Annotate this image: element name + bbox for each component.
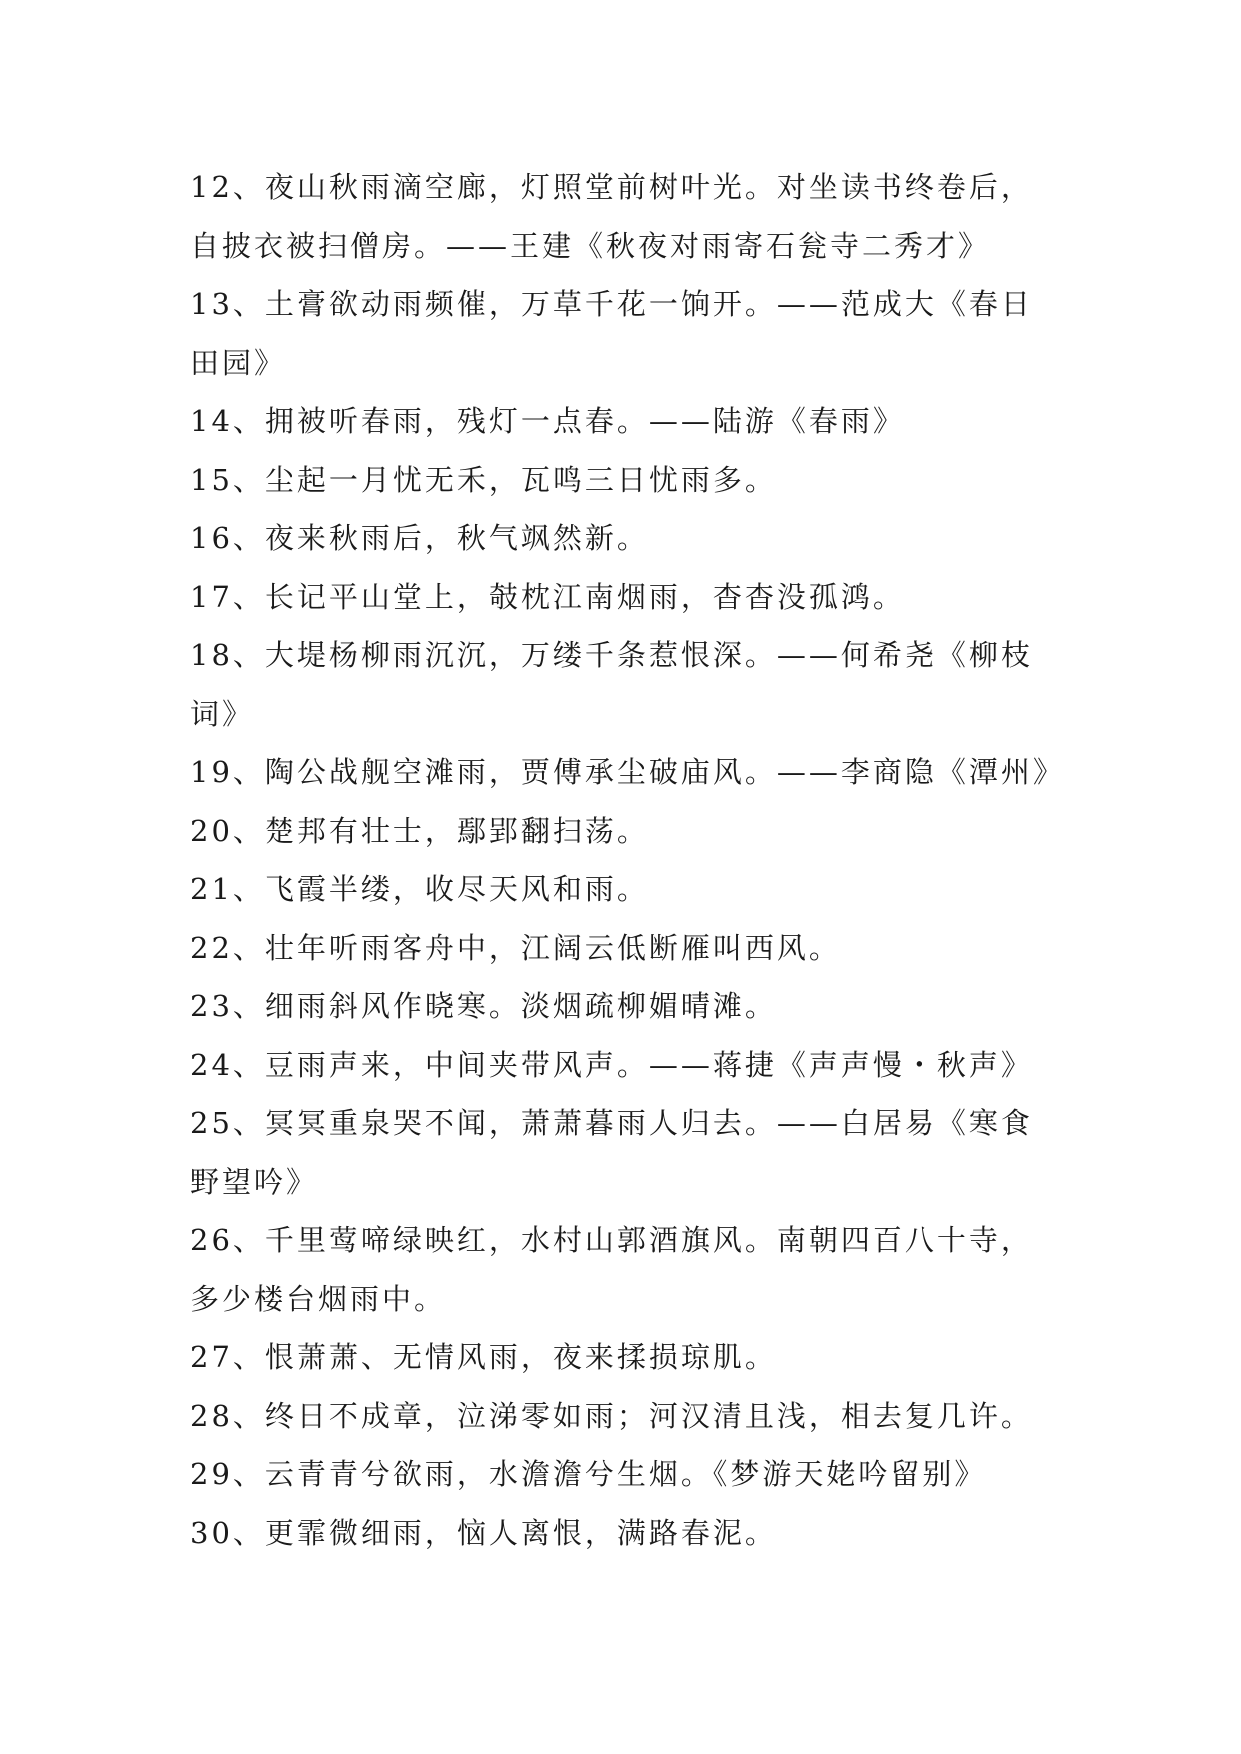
text-line: 18、大堤杨柳雨沉沉，万缕千条惹恨深。——何希尧《柳枝 <box>190 638 1033 672</box>
text-line: 25、冥冥重泉哭不闻，萧萧暮雨人归去。——白居易《寒食 <box>190 1106 1033 1140</box>
text-line: 23、细雨斜风作晓寒。淡烟疏柳媚晴滩。 <box>190 989 777 1023</box>
text-line: 26、千里莺啼绿映红，水村山郭酒旗风。南朝四百八十寺， <box>190 1223 1033 1257</box>
text-line: 28、终日不成章，泣涕零如雨；河汉清且浅，相去复几许。 <box>190 1398 1033 1433</box>
text-line: 16、夜来秋雨后，秋气飒然新。 <box>190 521 649 555</box>
text-line: 田园》 <box>190 345 287 380</box>
poem-list <box>190 158 1080 1562</box>
text-line: 29、云青青兮欲雨，水澹澹兮生烟。《梦游天姥吟留别》 <box>190 1457 987 1491</box>
text-line: 野望吟》 <box>190 1164 319 1199</box>
text-line: 24、豆雨声来，中间夹带风声。——蒋捷《声声慢・秋声》 <box>190 1047 1033 1082</box>
text-line: 17、长记平山堂上，攲枕江南烟雨，杳杳没孤鸿。 <box>190 579 905 614</box>
text-line: 词》 <box>190 696 255 731</box>
text-line: 15、尘起一月忧无禾，瓦鸣三日忧雨多。 <box>190 462 777 497</box>
text-line: 14、拥被听春雨，残灯一点春。——陆游《春雨》 <box>190 404 905 438</box>
text-line: 30、更霏微细雨，恼人离恨，满路春泥。 <box>190 1515 777 1550</box>
text-line: 13、土膏欲动雨频催，万草千花一饷开。——范成大《春日 <box>190 287 1033 321</box>
text-line: 20、楚邦有壮士，鄢郢翻扫荡。 <box>190 813 649 848</box>
text-line: 19、陶公战舰空滩雨，贾傅承尘破庙风。——李商隐《潭州》 <box>190 755 1065 789</box>
text-line: 多少楼台烟雨中。 <box>190 1281 447 1316</box>
text-line: 27、恨萧萧、无情风雨，夜来揉损琼肌。 <box>190 1340 777 1374</box>
text-line: 21、飞霞半缕，收尽天风和雨。 <box>190 872 649 906</box>
text-line: 自披衣被扫僧房。——王建《秋夜对雨寄石瓮寺二秀才》 <box>190 228 991 263</box>
text-line: 12、夜山秋雨滴空廊，灯照堂前树叶光。对坐读书终卷后， <box>190 170 1033 204</box>
text-line: 22、壮年听雨客舟中，江阔云低断雁叫西风。 <box>190 930 841 965</box>
